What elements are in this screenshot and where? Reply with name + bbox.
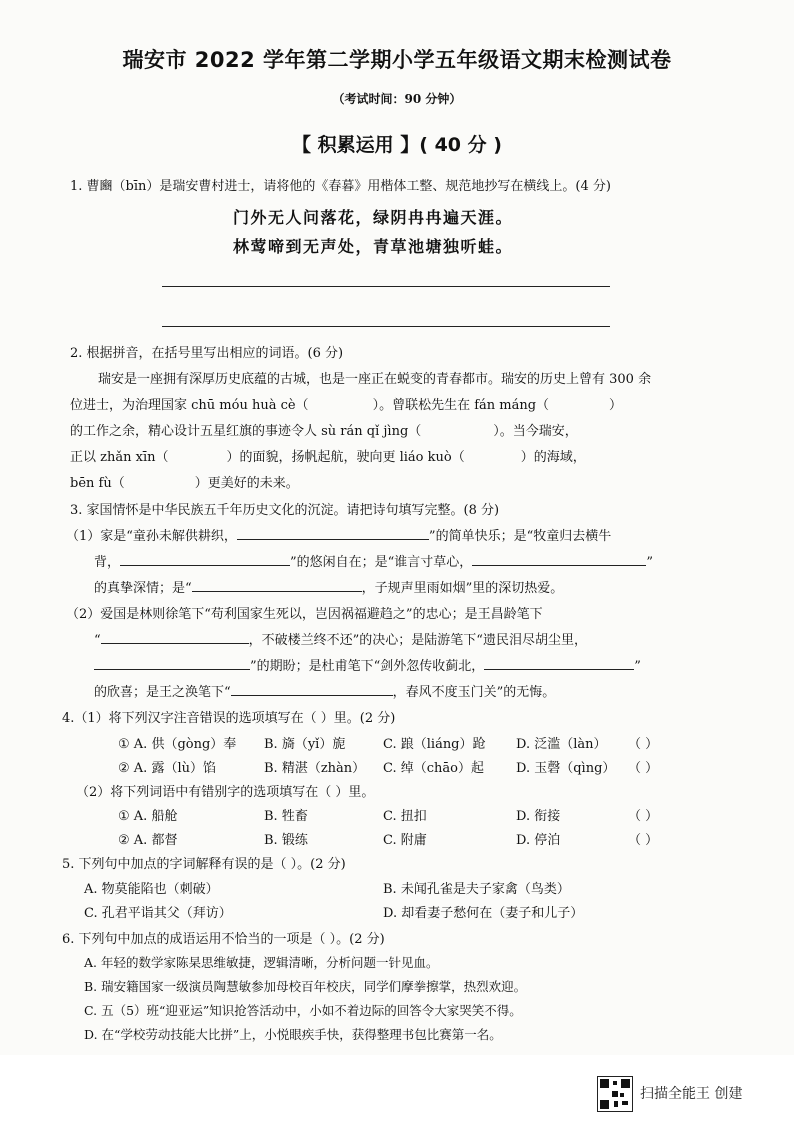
q5-option-a: A. 物莫能陷也（刺破） bbox=[84, 882, 219, 897]
q3-line bbox=[94, 551, 653, 570]
q1-prompt: 1. 曹豳（bīn）是瑞安曹村进士，请将他的《春暮》用楷体工整、规范地抄写在横线上。(4 分) bbox=[70, 179, 611, 194]
q2-text: 位进士，为治理国家 chū móu huà cè（ bbox=[70, 398, 309, 413]
q2-text-line bbox=[70, 420, 578, 439]
q3-text: 的欣喜；是王之涣笔下“ bbox=[94, 685, 231, 700]
q4-option: B. 锻练 bbox=[264, 833, 308, 848]
q3-text: ，春风不度玉门关”的无悔。 bbox=[392, 685, 556, 700]
q3-line bbox=[94, 577, 563, 596]
q3-text: ”的期盼；是杜甫笔下“剑外忽传收蓟北， bbox=[250, 659, 485, 674]
fill-blank[interactable] bbox=[237, 539, 429, 540]
q3-line bbox=[66, 525, 611, 544]
q3-text: （1）家是“童孙未解供耕织， bbox=[66, 529, 237, 544]
q2-text: ）的海域， bbox=[520, 450, 586, 465]
q3-text: “ bbox=[94, 633, 101, 648]
q3-text: ”的简单快乐；是“牧童归去横牛 bbox=[428, 529, 612, 544]
q2-text: 的工作之余，精心设计五星红旗的事迹令人 sù rán qǐ jìng（ bbox=[70, 424, 422, 439]
q3-text: ，不破楼兰终不还”的决心；是陆游笔下“遗民泪尽胡尘里， bbox=[248, 633, 587, 648]
fill-blank[interactable] bbox=[231, 695, 393, 696]
q4-option: D. 停泊 bbox=[516, 833, 561, 848]
q3-line bbox=[94, 629, 587, 648]
poem-line-1: 门外无人问落花，绿阴冉冉遍天涯。 bbox=[233, 208, 514, 227]
copy-line-2[interactable] bbox=[162, 326, 610, 327]
q2-text-line bbox=[70, 394, 622, 413]
q4-option: C. 绰（chāo）起 bbox=[383, 761, 484, 776]
q6-prompt: 6. 下列句中加点的成语运用不恰当的一项是（ ）。(2 分) bbox=[62, 932, 385, 947]
section-heading: 【 积累运用 】( 40 分 ) bbox=[292, 134, 502, 156]
fill-blank[interactable] bbox=[192, 591, 362, 592]
q6-option-b: B. 瑞安籍国家一级演员陶慧敏参加母校百年校庆，同学们摩拳擦掌，热烈欢迎。 bbox=[84, 979, 527, 994]
q2-text: ）。当今瑞安， bbox=[493, 424, 578, 439]
q4-option: B. 旖（yǐ）旎 bbox=[264, 737, 346, 752]
q4-prompt-1: 4.（1）将下列汉字注音错误的选项填写在（ ）里。(2 分) bbox=[62, 711, 396, 726]
q5-option-c: C. 孔君平诣其父（拜访） bbox=[84, 906, 232, 921]
q4-option: D. 泛滥（làn） bbox=[516, 737, 607, 752]
fill-blank[interactable] bbox=[120, 565, 290, 566]
q2-text: 正以 zhǎn xīn（ bbox=[70, 450, 169, 465]
q4-option: ① A. 供（gòng）奉 bbox=[118, 737, 237, 752]
q3-line bbox=[94, 681, 555, 700]
q2-prompt: 2. 根据拼音，在括号里写出相应的词语。(6 分) bbox=[70, 346, 344, 361]
q2-text: ）。曾联松先生在 fán máng（ bbox=[372, 398, 550, 413]
q4-option: ① A. 船舱 bbox=[118, 809, 178, 824]
copy-line-1[interactable] bbox=[162, 286, 610, 287]
page-title: 瑞安市 2022 学年第二学期小学五年级语文期末检测试卷 bbox=[122, 48, 672, 72]
q5-option-d: D. 却看妻子愁何在（妻子和儿子） bbox=[383, 906, 584, 921]
q2-text-line bbox=[70, 472, 299, 491]
q2-text-line: 瑞安是一座拥有深厚历史底蕴的古城，也是一座正在蜕变的青春都市。瑞安的历史上曾有 300 余 bbox=[98, 372, 652, 387]
scanner-watermark: 扫描全能王 创建 bbox=[640, 1086, 743, 1102]
q3-prompt: 3. 家国情怀是中华民族五千年历史文化的沉淀。请把诗句填写完整。(8 分) bbox=[70, 503, 500, 518]
q3-text: 的真挚深情；是“ bbox=[94, 581, 192, 596]
q4-option: ② A. 都督 bbox=[118, 833, 178, 848]
fill-blank[interactable] bbox=[101, 643, 249, 644]
q3-line bbox=[94, 655, 641, 674]
q3-text: ，子规声里雨如烟”里的深切热爱。 bbox=[361, 581, 564, 596]
q4-option: C. 扭扣 bbox=[383, 809, 427, 824]
q4-prompt-2: （2）将下列词语中有错别字的选项填写在（ ）里。 bbox=[76, 785, 375, 800]
q4-option: D. 玉磬（qìng） bbox=[516, 761, 616, 776]
q4-option: C. 踉（liáng）跄 bbox=[383, 737, 486, 752]
q4-option: D. 衔接 bbox=[516, 809, 561, 824]
answer-paren[interactable]: （ ） bbox=[628, 809, 659, 824]
q4-option: ② A. 露（lù）馅 bbox=[118, 761, 216, 776]
q2-text: ）更美好的未来。 bbox=[194, 476, 299, 491]
q3-line: （2）爱国是林则徐笔下“苟利国家生死以，岂因祸福避趋之”的忠心；是王昌龄笔下 bbox=[66, 607, 543, 622]
answer-paren[interactable]: （ ） bbox=[628, 761, 659, 776]
q3-text: ”的悠闲自在；是“谁言寸草心， bbox=[290, 555, 473, 570]
qr-code-icon bbox=[597, 1076, 633, 1112]
q2-text: bēn fù（ bbox=[70, 476, 125, 491]
q4-option: B. 牲畜 bbox=[264, 809, 308, 824]
q5-prompt: 5. 下列句中加点的字词解释有误的是（ ）。(2 分) bbox=[62, 857, 346, 872]
q2-text: ）的面貌，扬帆起航，驶向更 liáo kuò（ bbox=[226, 450, 465, 465]
q3-text: ” bbox=[634, 659, 641, 674]
answer-paren[interactable]: （ ） bbox=[628, 737, 659, 752]
exam-duration: （考试时间：90 分钟） bbox=[332, 92, 462, 106]
q6-option-a: A. 年轻的数学家陈杲思维敏捷，逻辑清晰，分析问题一针见血。 bbox=[84, 955, 439, 970]
q4-option: C. 附庸 bbox=[383, 833, 427, 848]
q6-option-c: C. 五（5）班“迎亚运”知识抢答活动中，小如不着边际的回答令大家哭笑不得。 bbox=[84, 1003, 522, 1018]
q4-option: B. 精湛（zhàn） bbox=[264, 761, 366, 776]
q3-text: ” bbox=[646, 555, 653, 570]
q3-text: 背， bbox=[94, 555, 121, 570]
q6-option-d: D. 在“学校劳动技能大比拼”上，小悦眼疾手快，获得整理书包比赛第一名。 bbox=[84, 1027, 502, 1042]
q5-option-b: B. 未闻孔雀是夫子家禽（鸟类） bbox=[383, 882, 570, 897]
q2-text-line bbox=[70, 446, 586, 465]
fill-blank[interactable] bbox=[94, 669, 250, 670]
q2-text: ） bbox=[609, 398, 623, 413]
fill-blank[interactable] bbox=[472, 565, 646, 566]
poem-line-2: 林莺啼到无声处，青草池塘独听蛙。 bbox=[233, 237, 514, 256]
fill-blank[interactable] bbox=[484, 669, 634, 670]
answer-paren[interactable]: （ ） bbox=[628, 833, 659, 848]
